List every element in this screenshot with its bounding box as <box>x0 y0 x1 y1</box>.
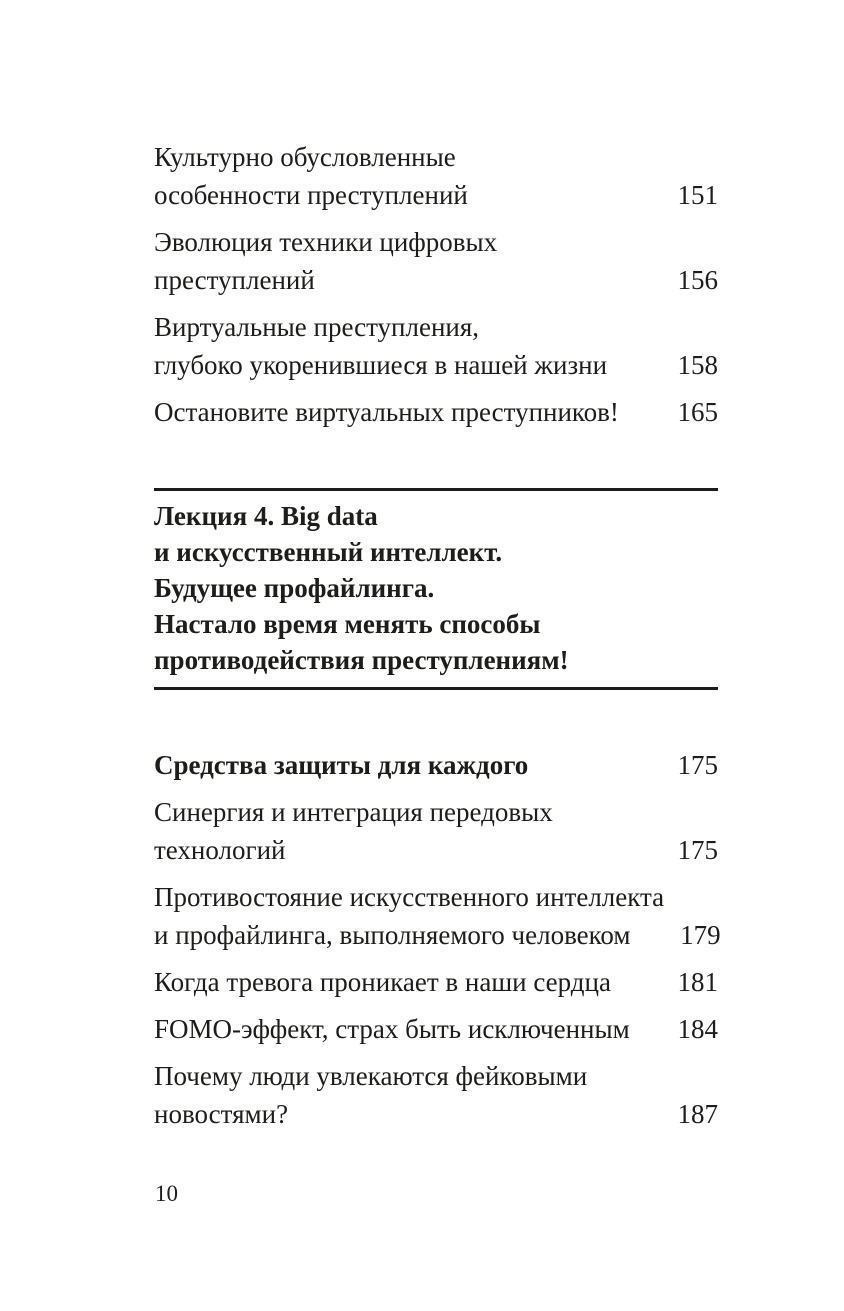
section-heading-line: и искусственный интеллект. <box>154 537 503 567</box>
toc-entry-page: 151 <box>677 180 718 210</box>
page-number: 10 <box>155 1181 178 1206</box>
toc-entry <box>154 1010 718 1048</box>
toc-entry <box>154 793 718 869</box>
toc-entry-line: преступлений <box>154 265 315 295</box>
toc-entry-line: Средства защиты для каждого <box>154 750 529 780</box>
toc-entry-title <box>154 1057 587 1133</box>
toc-entry-line: технологий <box>154 835 286 865</box>
toc-entry-title <box>154 746 528 784</box>
toc-entry <box>154 963 718 1001</box>
section-heading-line: Настало время менять способы <box>154 609 541 639</box>
section-heading-line: Будущее профайлинга. <box>154 573 435 603</box>
section-heading-line: Лекция 4. Big data <box>154 501 378 531</box>
toc-entry <box>154 393 718 431</box>
toc-entry-page: 156 <box>677 265 718 295</box>
toc-entry-title <box>154 1010 630 1048</box>
toc-entry-page: 187 <box>677 1099 718 1129</box>
toc-entry-page: 165 <box>677 397 718 427</box>
toc-entry-page: 184 <box>677 1014 718 1044</box>
toc-entry-line: Виртуальные преступления, <box>154 312 480 342</box>
toc-entry-line: и профайлинга, выполняемого человеком <box>154 920 631 950</box>
toc-entry-page: 175 <box>677 835 718 865</box>
toc-entry <box>154 1057 718 1133</box>
toc-entry <box>154 746 718 784</box>
toc-group-bottom <box>154 746 721 1133</box>
toc-entry-line: Противостояние искусственного интеллекта <box>154 882 665 912</box>
toc-entry-title <box>154 308 607 384</box>
toc-entry <box>154 308 718 384</box>
section-heading-line: противодействия преступлениям! <box>154 645 569 675</box>
toc-entry <box>154 223 718 299</box>
section-heading <box>154 488 718 690</box>
toc-entry-line: Культурно обусловленные <box>154 142 456 172</box>
toc-entry-title <box>154 878 664 954</box>
toc-entry <box>154 878 721 954</box>
toc-entry-page: 158 <box>677 350 718 380</box>
toc-entry-line: Когда тревога проникает в наши сердца <box>154 967 611 997</box>
toc-entry-page: 181 <box>677 967 718 997</box>
toc-entry-line: Остановите виртуальных преступников! <box>154 397 619 427</box>
toc-entry-title <box>154 138 468 214</box>
toc-entry-page: 175 <box>677 750 718 780</box>
toc-entry-line: FOMO-эффект, страх быть исключенным <box>154 1014 630 1044</box>
toc-entry <box>154 138 718 214</box>
toc-entry-title <box>154 963 611 1001</box>
toc-entry-title <box>154 393 619 431</box>
toc-entry-title <box>154 793 553 869</box>
toc-entry-line: глубоко укоренившиеся в нашей жизни <box>154 350 608 380</box>
table-of-contents <box>154 138 721 1133</box>
toc-group-top <box>154 138 718 431</box>
toc-entry-line: Эволюция техники цифровых <box>154 227 498 257</box>
toc-entry-line: особенности преступлений <box>154 180 468 210</box>
toc-entry-page: 179 <box>680 920 721 950</box>
toc-entry-line: Почему люди увлекаются фейковыми <box>154 1061 588 1091</box>
toc-entry-line: новостями? <box>154 1099 289 1129</box>
toc-entry-title <box>154 223 497 299</box>
toc-entry-line: Синергия и интеграция передовых <box>154 797 553 827</box>
